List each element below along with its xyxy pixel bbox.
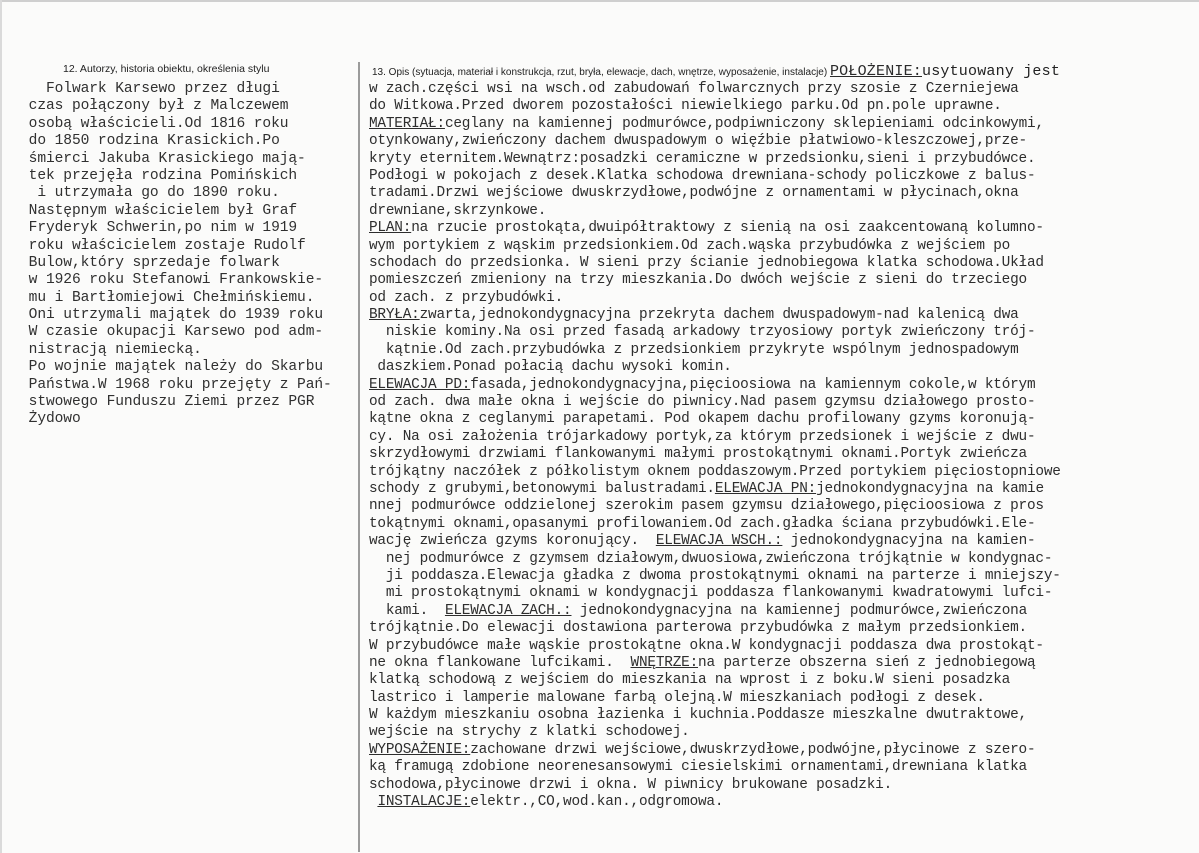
description-segment: kątnie.Od zach.przybudówka z przedsionkiem przykryte wspólnym jednospadowym bbox=[369, 341, 1019, 358]
description-line bbox=[369, 290, 1199, 307]
description-line bbox=[369, 359, 1199, 376]
description-line bbox=[369, 603, 1199, 620]
description-segment: nej podmurówce z gzymsem działowym,dwuosiowa,zwieńczona trójkątnie w kondygnac- bbox=[369, 550, 1053, 567]
description-line bbox=[369, 429, 1199, 446]
description-line bbox=[369, 255, 1199, 272]
history-line: śmierci Jakuba Krasickiego mają- bbox=[20, 150, 306, 167]
history-line: osobą właścicieli.Od 1816 roku bbox=[20, 115, 289, 132]
description-segment: klatką schodową z wejściem do mieszkania na wprost i z boku.W sieni posadzka bbox=[369, 672, 1011, 689]
description-segment: niskie kominy.Na osi przed fasadą arkadowy trzyosiowy portyk zwieńczony trój- bbox=[369, 324, 1036, 341]
history-line: roku właścicielem zostaje Rudolf bbox=[20, 237, 306, 254]
description-line bbox=[369, 411, 1199, 428]
history-line: Państwa.W 1968 roku przejęty z Pań- bbox=[20, 376, 332, 393]
description-line bbox=[369, 168, 1199, 185]
section-keyword: ELEWACJA PN: bbox=[714, 480, 817, 497]
description-segment: od zach. dwa małe okna i wejście do piwnicy.Nad pasem gzymsu działowego prosto- bbox=[369, 394, 1036, 411]
description-segment: na parterze obszerna sień z jednobiegową bbox=[698, 654, 1036, 671]
history-line: Folwark Karsewo przez długi bbox=[20, 81, 280, 97]
description-line bbox=[369, 498, 1199, 515]
description-line bbox=[369, 585, 1199, 602]
history-line: i utrzymała go do 1890 roku. bbox=[20, 185, 280, 202]
description-segment: jednokondygnacyjna na kamiennej podmurówce,zwieńczona bbox=[571, 602, 1028, 619]
section-keyword: WYPOSAŻENIE: bbox=[369, 741, 471, 758]
description-line bbox=[369, 620, 1199, 637]
description-segment: skrzydłowymi drzwiami flankowanymi małymi prostokątnymi oknami.Portyk zwieńcza bbox=[369, 446, 1027, 463]
description-line bbox=[369, 98, 1199, 115]
description-section-title: 13. Opis (sytuacja, materiał i konstrukcja, rzut, bryła, elewacje, dach, wnętrze, wyposażenie, instalacje) bbox=[372, 67, 828, 78]
description-segment: schodowa,płycinowe drzwi i okna. W piwnicy brukowane posadzki. bbox=[369, 776, 893, 793]
description-line bbox=[369, 690, 1199, 707]
description-segment: otynkowany,zwieńczony dachem dwuspadowym o więźbie płatwiowo-kleszczowej,prze- bbox=[369, 133, 1027, 150]
card-left-edge bbox=[0, 0, 2, 853]
history-line: Fryderyk Schwerin,po nim w 1919 bbox=[20, 220, 298, 237]
location-keyword: POŁOŻENIE: bbox=[829, 63, 922, 80]
description-segment: do Witkowa.Przed dworem pozostałości niewielkiego parku.Od pn.pole uprawne. bbox=[369, 98, 1002, 115]
description-text bbox=[369, 81, 1199, 811]
history-line: W czasie okupacji Karsewo pod adm- bbox=[20, 324, 324, 341]
description-line bbox=[369, 777, 1199, 794]
description-line bbox=[369, 151, 1199, 168]
description-line bbox=[369, 638, 1199, 655]
history-line: tek przejęła rodzina Pomińskich bbox=[20, 167, 298, 184]
description-segment: schodach do przedsionka. W sieni przy ścianie jednobiegowa klatka schodowa.Układ bbox=[369, 254, 1044, 271]
history-line: Bulow,który sprzedaje folwark bbox=[20, 254, 280, 271]
description-segment: trójkątnie.Do elewacji dostawiona parterowa przybudówka z małym przedsionkiem. bbox=[369, 620, 1027, 637]
description-line bbox=[369, 203, 1199, 220]
section-keyword: ELEWACJA ZACH.: bbox=[444, 602, 572, 619]
description-segment: w zach.części wsi na wsch.od zabudowań folwarcznych przy szosie z Czerniejewa bbox=[369, 81, 1019, 97]
description-line bbox=[369, 116, 1199, 133]
description-segment: Podłogi w pokojach z desek.Klatka schodowa drewniana-schody policzkowe z balus- bbox=[369, 167, 1036, 184]
section-keyword: ELEWACJA WSCH.: bbox=[655, 533, 783, 550]
description-line bbox=[369, 133, 1199, 150]
description-segment: pomieszczeń zmieniony na trzy mieszkania.Do dwóch wejście z sieni do trzeciego bbox=[369, 272, 1027, 289]
history-line: Żydowo bbox=[20, 411, 81, 428]
description-segment: ką framugą zdobione neorenesansowymi ciesielskimi ornamentami,drewniana klatka bbox=[369, 759, 1027, 776]
description-segment: elektr.,CO,wod.kan.,odgromowa. bbox=[470, 794, 724, 811]
history-line: w 1926 roku Stefanowi Frankowskie- bbox=[20, 272, 324, 289]
description-line bbox=[369, 707, 1199, 724]
description-segment: cy. Na osi założenia trójarkadowy portyk,za którym przedsionek i wejście z dwu- bbox=[369, 428, 1036, 445]
description-line bbox=[369, 220, 1199, 237]
description-segment: drewniane,skrzynkowe. bbox=[369, 202, 547, 219]
description-segment: tokątnymi oknami,opasanymi profilowaniem.Od zach.gładka ściana przybudówki.Ele- bbox=[369, 515, 1036, 532]
section-keyword: PLAN: bbox=[369, 220, 412, 237]
description-line bbox=[369, 568, 1199, 585]
description-segment: wację zwieńcza gzyms koronujący. bbox=[369, 533, 656, 550]
description-line bbox=[369, 481, 1199, 498]
description-line bbox=[369, 724, 1199, 741]
description-line bbox=[369, 742, 1199, 759]
description-segment: lastrico i lamperie malowane farbą olejną.W mieszkaniach podłogi z desek. bbox=[369, 689, 985, 706]
description-line bbox=[369, 551, 1199, 568]
description-segment: schody z grubymi,betonowymi balustradami. bbox=[369, 480, 715, 497]
description-line bbox=[369, 81, 1199, 98]
section-keyword: INSTALACJE: bbox=[377, 794, 471, 811]
description-line bbox=[369, 794, 1199, 811]
description-segment: zachowane drzwi wejściowe,dwuskrzydłowe,podwójne,płycinowe z szero- bbox=[470, 741, 1036, 758]
history-line: nistracją niemiecką. bbox=[20, 341, 202, 358]
history-line: Oni utrzymali majątek do 1939 roku bbox=[20, 307, 324, 324]
description-line bbox=[369, 185, 1199, 202]
history-line: mu i Bartłomiejowi Chełmińskiemu. bbox=[20, 289, 315, 306]
description-line bbox=[369, 672, 1199, 689]
description-segment: nnej podmurówce oddzielonej szerokim pasem gzymsu działowego,pięcioosiowa z pros bbox=[369, 498, 1044, 515]
description-line bbox=[369, 394, 1199, 411]
section-keyword: BRYŁA: bbox=[369, 307, 420, 324]
card-top-edge bbox=[0, 0, 1199, 2]
description-segment: wym portykiem z wąskim przedsionkiem.Od zach.wąska przybudówka z wejściem po bbox=[369, 237, 1011, 254]
description-segment: na rzucie prostokąta,dwuipółtraktowy z sienią na osi zaakcentowaną kolumno- bbox=[411, 220, 1044, 237]
description-segment: jednokondygnacyjna na kamie bbox=[816, 480, 1044, 497]
history-text bbox=[20, 81, 360, 429]
description-line bbox=[369, 759, 1199, 776]
description-segment: kątne okna z ceglanymi parapetami. Pod okapem dachu profilowany gzyms koronują- bbox=[369, 411, 1036, 428]
description-segment: od zach. z przybudówki. bbox=[369, 289, 564, 306]
location-lead bbox=[830, 63, 1060, 80]
description-segment: ceglany na kamiennej podmurówce,podpiwniczony sklepieniami odcinkowymi, bbox=[444, 115, 1044, 132]
description-segment: wejście na strychy z klatki schodowej. bbox=[369, 724, 690, 741]
history-line: czas połączony był z Malczewem bbox=[20, 98, 289, 115]
description-line bbox=[369, 655, 1199, 672]
description-section-header bbox=[372, 63, 1060, 80]
description-segment: ji poddasza.Elewacja gładka z dwoma prostokątnymi oknami na parterze i mniejszy- bbox=[369, 567, 1061, 584]
location-lead-text: usytuowany jest bbox=[922, 63, 1061, 80]
description-segment: kami. bbox=[369, 602, 445, 619]
description-line bbox=[369, 377, 1199, 394]
section-keyword: ELEWACJA PD: bbox=[369, 376, 471, 393]
description-segment: trójkątny naczółek z półkolistym oknem poddaszowym.Przed portykiem pięciostopniowe bbox=[369, 463, 1061, 480]
description-line bbox=[369, 272, 1199, 289]
description-segment: zwarta,jednokondygnacyjna przekryta dachem dwuspadowym-nad kalenicą dwa bbox=[419, 307, 1019, 324]
description-segment: mi prostokątnymi oknami w kondygnacji poddasza flankowanymi kwadratowymi lufci- bbox=[369, 585, 1053, 602]
history-section-header: 12. Autorzy, historia obiektu, określenia stylu bbox=[63, 63, 270, 75]
description-line bbox=[369, 307, 1199, 324]
description-line bbox=[369, 446, 1199, 463]
description-line bbox=[369, 324, 1199, 341]
description-segment: kryty eternitem.Wewnątrz:posadzki ceramiczne w przedsionku,sieni i przybudówce. bbox=[369, 150, 1036, 167]
description-segment: W każdym mieszkaniu osobna łazienka i kuchnia.Poddasze mieszkalne dwutraktowe, bbox=[369, 707, 1027, 724]
history-line: stwowego Funduszu Ziemi przez PGR bbox=[20, 394, 315, 411]
history-line: Po wojnie majątek należy do Skarbu bbox=[20, 359, 324, 376]
history-line: do 1850 rodzina Krasickich.Po bbox=[20, 133, 280, 150]
section-keyword: MATERIAŁ: bbox=[369, 115, 445, 132]
description-segment: tradami.Drzwi wejściowe dwuskrzydłowe,podwójne z ornamentami w płycinach,okna bbox=[369, 185, 1019, 202]
description-segment: W przybudówce małe wąskie prostokątne okna.W kondygnacji poddasza dwa prostokąt- bbox=[369, 637, 1044, 654]
description-line bbox=[369, 533, 1199, 550]
description-line bbox=[369, 238, 1199, 255]
description-segment: ne okna flankowane lufcikami. bbox=[369, 654, 631, 671]
description-segment: fasada,jednokondygnacyjna,pięcioosiowa na kamiennym cokole,w którym bbox=[470, 376, 1036, 393]
description-line bbox=[369, 342, 1199, 359]
section-keyword: WNĘTRZE: bbox=[630, 654, 699, 671]
description-line bbox=[369, 516, 1199, 533]
description-segment: jednokondygnacyjna na kamien- bbox=[782, 533, 1036, 550]
description-line bbox=[369, 464, 1199, 481]
history-line: Następnym właścicielem był Graf bbox=[20, 202, 298, 219]
description-segment: daszkiem.Ponad połacią dachu wysoki komin. bbox=[369, 359, 732, 376]
